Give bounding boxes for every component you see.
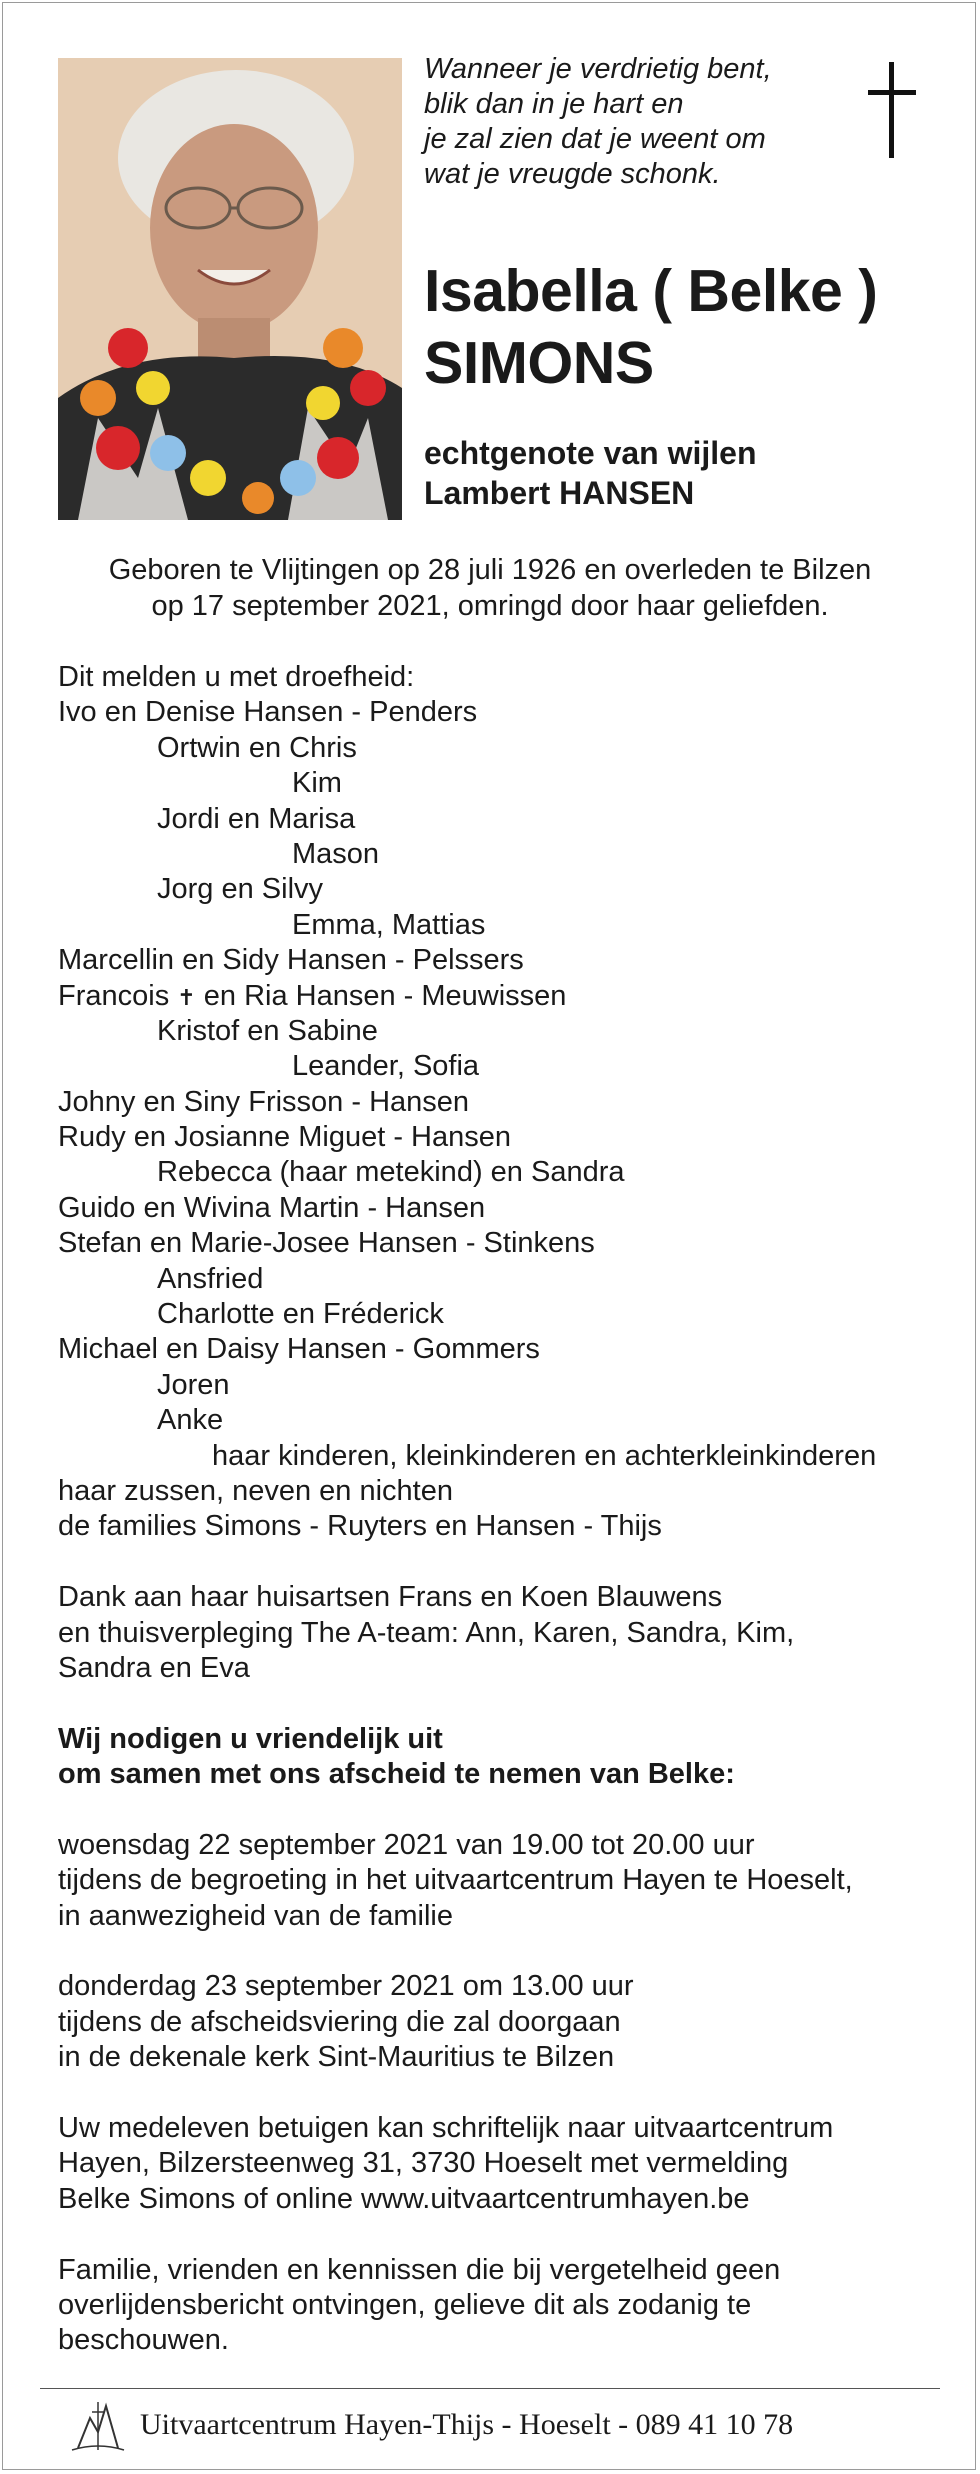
family-name: en Ria Hansen - Meuwissen	[203, 979, 567, 1012]
thanks-line: Sandra en Eva	[58, 1651, 250, 1684]
notice-line: Familie, vrienden en kennissen die bij vergetelheid geen	[58, 2253, 781, 2286]
invite-line: Wij nodigen u vriendelijk uit	[58, 1722, 443, 1755]
condolence-line: Hayen, Bilzersteenweg 31, 3730 Hoeselt met vermelding	[58, 2147, 789, 2180]
notice-body	[58, 660, 938, 2359]
condolence-line: Uw medeleven betuigen kan schriftelijk naar uitvaartcentrum	[58, 2112, 834, 2145]
family-line: Jorg en Silvy	[157, 873, 324, 906]
wake-line: in aanwezigheid van de familie	[58, 1899, 453, 1932]
family-line: Ortwin en Chris	[157, 731, 357, 764]
condolence-line: Belke Simons of online www.uitvaartcentrumhayen.be	[58, 2182, 750, 2215]
birth-line-2: op 17 september 2021, omringd door haar geliefden.	[151, 590, 829, 622]
family-intro: Dit melden u met droefheid:	[58, 661, 415, 693]
family-line: Emma, Mattias	[292, 908, 486, 941]
funeral-line: in de dekenale kerk Sint-Mauritius te Bilzen	[58, 2041, 615, 2074]
name-line-1: Isabella ( Belke )	[424, 258, 878, 324]
poem-line: je zal zien dat je weent om	[424, 123, 766, 155]
family-line: Ansfried	[157, 1262, 264, 1295]
footer	[58, 2398, 958, 2458]
family-line	[58, 979, 938, 1014]
notice-line: overlijdensbericht ontvingen, gelieve dit als zodanig te	[58, 2288, 752, 2321]
funeral-line: donderdag 23 september 2021 om 13.00 uur	[58, 1970, 634, 2003]
family-line: Joren	[157, 1368, 230, 1401]
portrait-illustration	[58, 58, 402, 520]
invite-line: om samen met ons afscheid te nemen van Belke:	[58, 1758, 735, 1791]
family-line: Kristof en Sabine	[157, 1014, 378, 1047]
notice-line: beschouwen.	[58, 2324, 229, 2357]
family-line: Guido en Wivina Martin - Hansen	[58, 1191, 486, 1224]
family-line: Johny en Siny Frisson - Hansen	[58, 1085, 470, 1118]
family-line: haar kinderen, kleinkinderen en achterkleinkinderen	[212, 1439, 877, 1472]
wake-line: tijdens de begroeting in het uitvaartcentrum Hayen te Hoeselt,	[58, 1864, 853, 1897]
birth-death-info	[40, 552, 940, 624]
family-line: Rebecca (haar metekind) en Sandra	[157, 1156, 625, 1189]
family-line: haar zussen, neven en nichten	[58, 1474, 453, 1507]
family-line: Marcellin en Sidy Hansen - Pelssers	[58, 944, 524, 977]
family-line: Anke	[157, 1404, 224, 1437]
thanks-line: en thuisverpleging The A-team: Ann, Karen, Sandra, Kim,	[58, 1616, 795, 1649]
family-line: Charlotte en Fréderick	[157, 1298, 444, 1331]
spouse-info	[424, 433, 757, 513]
poem	[424, 52, 824, 192]
spouse-line-2: Lambert HANSEN	[424, 475, 695, 511]
family-line: Ivo en Denise Hansen - Penders	[58, 696, 478, 729]
funeral-home-logo-icon	[68, 2398, 128, 2454]
deceased-name	[424, 255, 877, 399]
small-cross-icon: ✝	[177, 984, 196, 1010]
thanks-line: Dank aan haar huisartsen Frans en Koen Blauwens	[58, 1581, 723, 1614]
funeral-line: tijdens de afscheidsviering die zal doorgaan	[58, 2005, 621, 2038]
poem-line: Wanneer je verdrietig bent,	[424, 53, 772, 85]
family-line: Stefan en Marie-Josee Hansen - Stinkens	[58, 1227, 595, 1260]
family-line: Leander, Sofia	[292, 1050, 480, 1083]
funeral-home-contact: Uitvaartcentrum Hayen-Thijs - Hoeselt - 089 41 10 78	[140, 2408, 794, 2441]
name-line-2: SIMONS	[424, 330, 654, 396]
footer-divider	[40, 2388, 940, 2389]
poem-line: wat je vreugde schonk.	[424, 158, 721, 190]
portrait-photo	[58, 58, 402, 520]
family-line: Rudy en Josianne Miguet - Hansen	[58, 1121, 511, 1154]
family-line: Michael en Daisy Hansen - Gommers	[58, 1333, 540, 1366]
family-name: Francois	[58, 979, 170, 1012]
spouse-line-1: echtgenote van wijlen	[424, 435, 757, 471]
wake-line: woensdag 22 september 2021 van 19.00 tot 20.00 uur	[58, 1828, 755, 1861]
poem-line: blik dan in je hart en	[424, 88, 684, 120]
family-line: Mason	[292, 837, 380, 870]
family-line: Jordi en Marisa	[157, 802, 356, 835]
family-line: de families Simons - Ruyters en Hansen - Thijs	[58, 1510, 662, 1543]
family-line: Kim	[292, 767, 342, 800]
cross-icon	[862, 60, 922, 160]
birth-line-1: Geboren te Vlijtingen op 28 juli 1926 en overleden te Bilzen	[108, 554, 872, 586]
